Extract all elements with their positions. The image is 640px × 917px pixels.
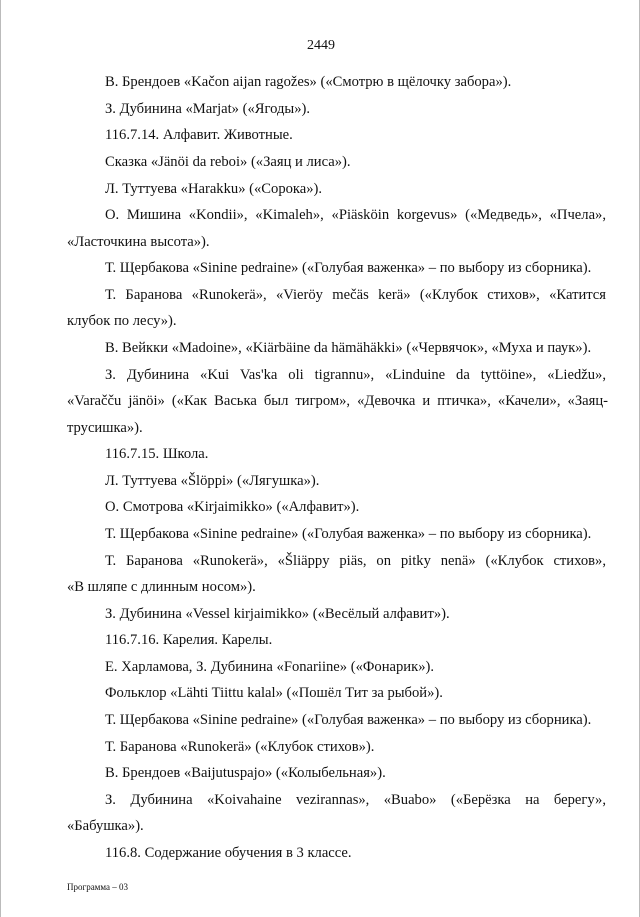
text-line: Т. Баранова «Runokerä» («Клубок стихов»).	[105, 739, 375, 755]
text-line: Т. Баранова «Runokerä», «Vieröy mečäs kerä» («Клубок стихов», «Катится	[105, 287, 606, 303]
text-line: «Ласточкина высота»).	[67, 234, 210, 250]
text-line: Л. Туттуева «Šlöppi» («Лягушка»).	[105, 473, 320, 489]
text-line: клубок по лесу»).	[67, 313, 177, 329]
text-line: Е. Харламова, З. Дубинина «Fonariine» («Фонарик»).	[105, 659, 435, 675]
text-line: Фольклор «Lähti Tiittu kalal» («Пошёл Тит за рыбой»).	[105, 685, 443, 701]
text-line: Т. Баранова «Runokerä», «Šliäppy piäs, on pitky nenä» («Клубок стихов»,	[105, 553, 606, 569]
section-heading: 116.7.14. Алфавит. Животные.	[105, 127, 293, 143]
text-line: Т. Щербакова «Sinine pedraine» («Голубая важенка» – по выбору из сборника).	[105, 260, 592, 276]
section-heading: 116.7.16. Карелия. Карелы.	[105, 632, 273, 648]
text-line: З. Дубинина «Marjat» («Ягоды»).	[105, 101, 311, 117]
text-line: «Varačču jänöi» («Как Васька был тигром», «Девочка и птичка», «Качели», «Заяц-	[67, 393, 608, 409]
text-line: В. Брендоев «Kačon aijan ragožes» («Смотрю в щёлочку забора»).	[105, 74, 512, 90]
text-line: З. Дубинина «Koivahaine vezirannas», «Buabo» («Берёзка на берегу»,	[105, 792, 606, 808]
footer-label: Программа – 03	[67, 882, 129, 892]
text-line: Сказка «Jänöi da reboi» («Заяц и лиса»).	[105, 154, 351, 170]
text-line: «Бабушка»).	[67, 818, 144, 834]
page-number: 2449	[307, 38, 335, 53]
text-line: Л. Туттуева «Harakku» («Сорока»).	[105, 181, 323, 197]
text-line: Т. Щербакова «Sinine pedraine» («Голубая важенка» – по выбору из сборника).	[105, 526, 592, 542]
text-line: О. Смотрова «Kirjaimikko» («Алфавит»).	[105, 499, 360, 515]
text-line: О. Мишина «Kondii», «Kimaleh», «Piäsköin korgevus» («Медведь», «Пчела»,	[105, 207, 606, 223]
text-line: В. Брендоев «Baijutuspajo» («Колыбельная»).	[105, 765, 386, 781]
text-line: «В шляпе с длинным носом»).	[67, 579, 256, 595]
section-heading: 116.7.15. Школа.	[105, 446, 209, 462]
text-line: В. Вейкки «Madoine», «Kiärbäine da hämähäkki» («Червячок», «Муха и паук»).	[105, 340, 592, 356]
text-line: З. Дубинина «Kui Vas'ka oli tigrannu», «Linduine da tyttöine», «Liedžu»,	[105, 367, 606, 383]
section-heading: 116.8. Содержание обучения в 3 классе.	[105, 845, 352, 861]
text-line: Т. Щербакова «Sinine pedraine» («Голубая важенка» – по выбору из сборника).	[105, 712, 592, 728]
text-line: трусишка»).	[67, 420, 143, 436]
text-line: З. Дубинина «Vessel kirjaimikko» («Весёлый алфавит»).	[105, 606, 450, 622]
